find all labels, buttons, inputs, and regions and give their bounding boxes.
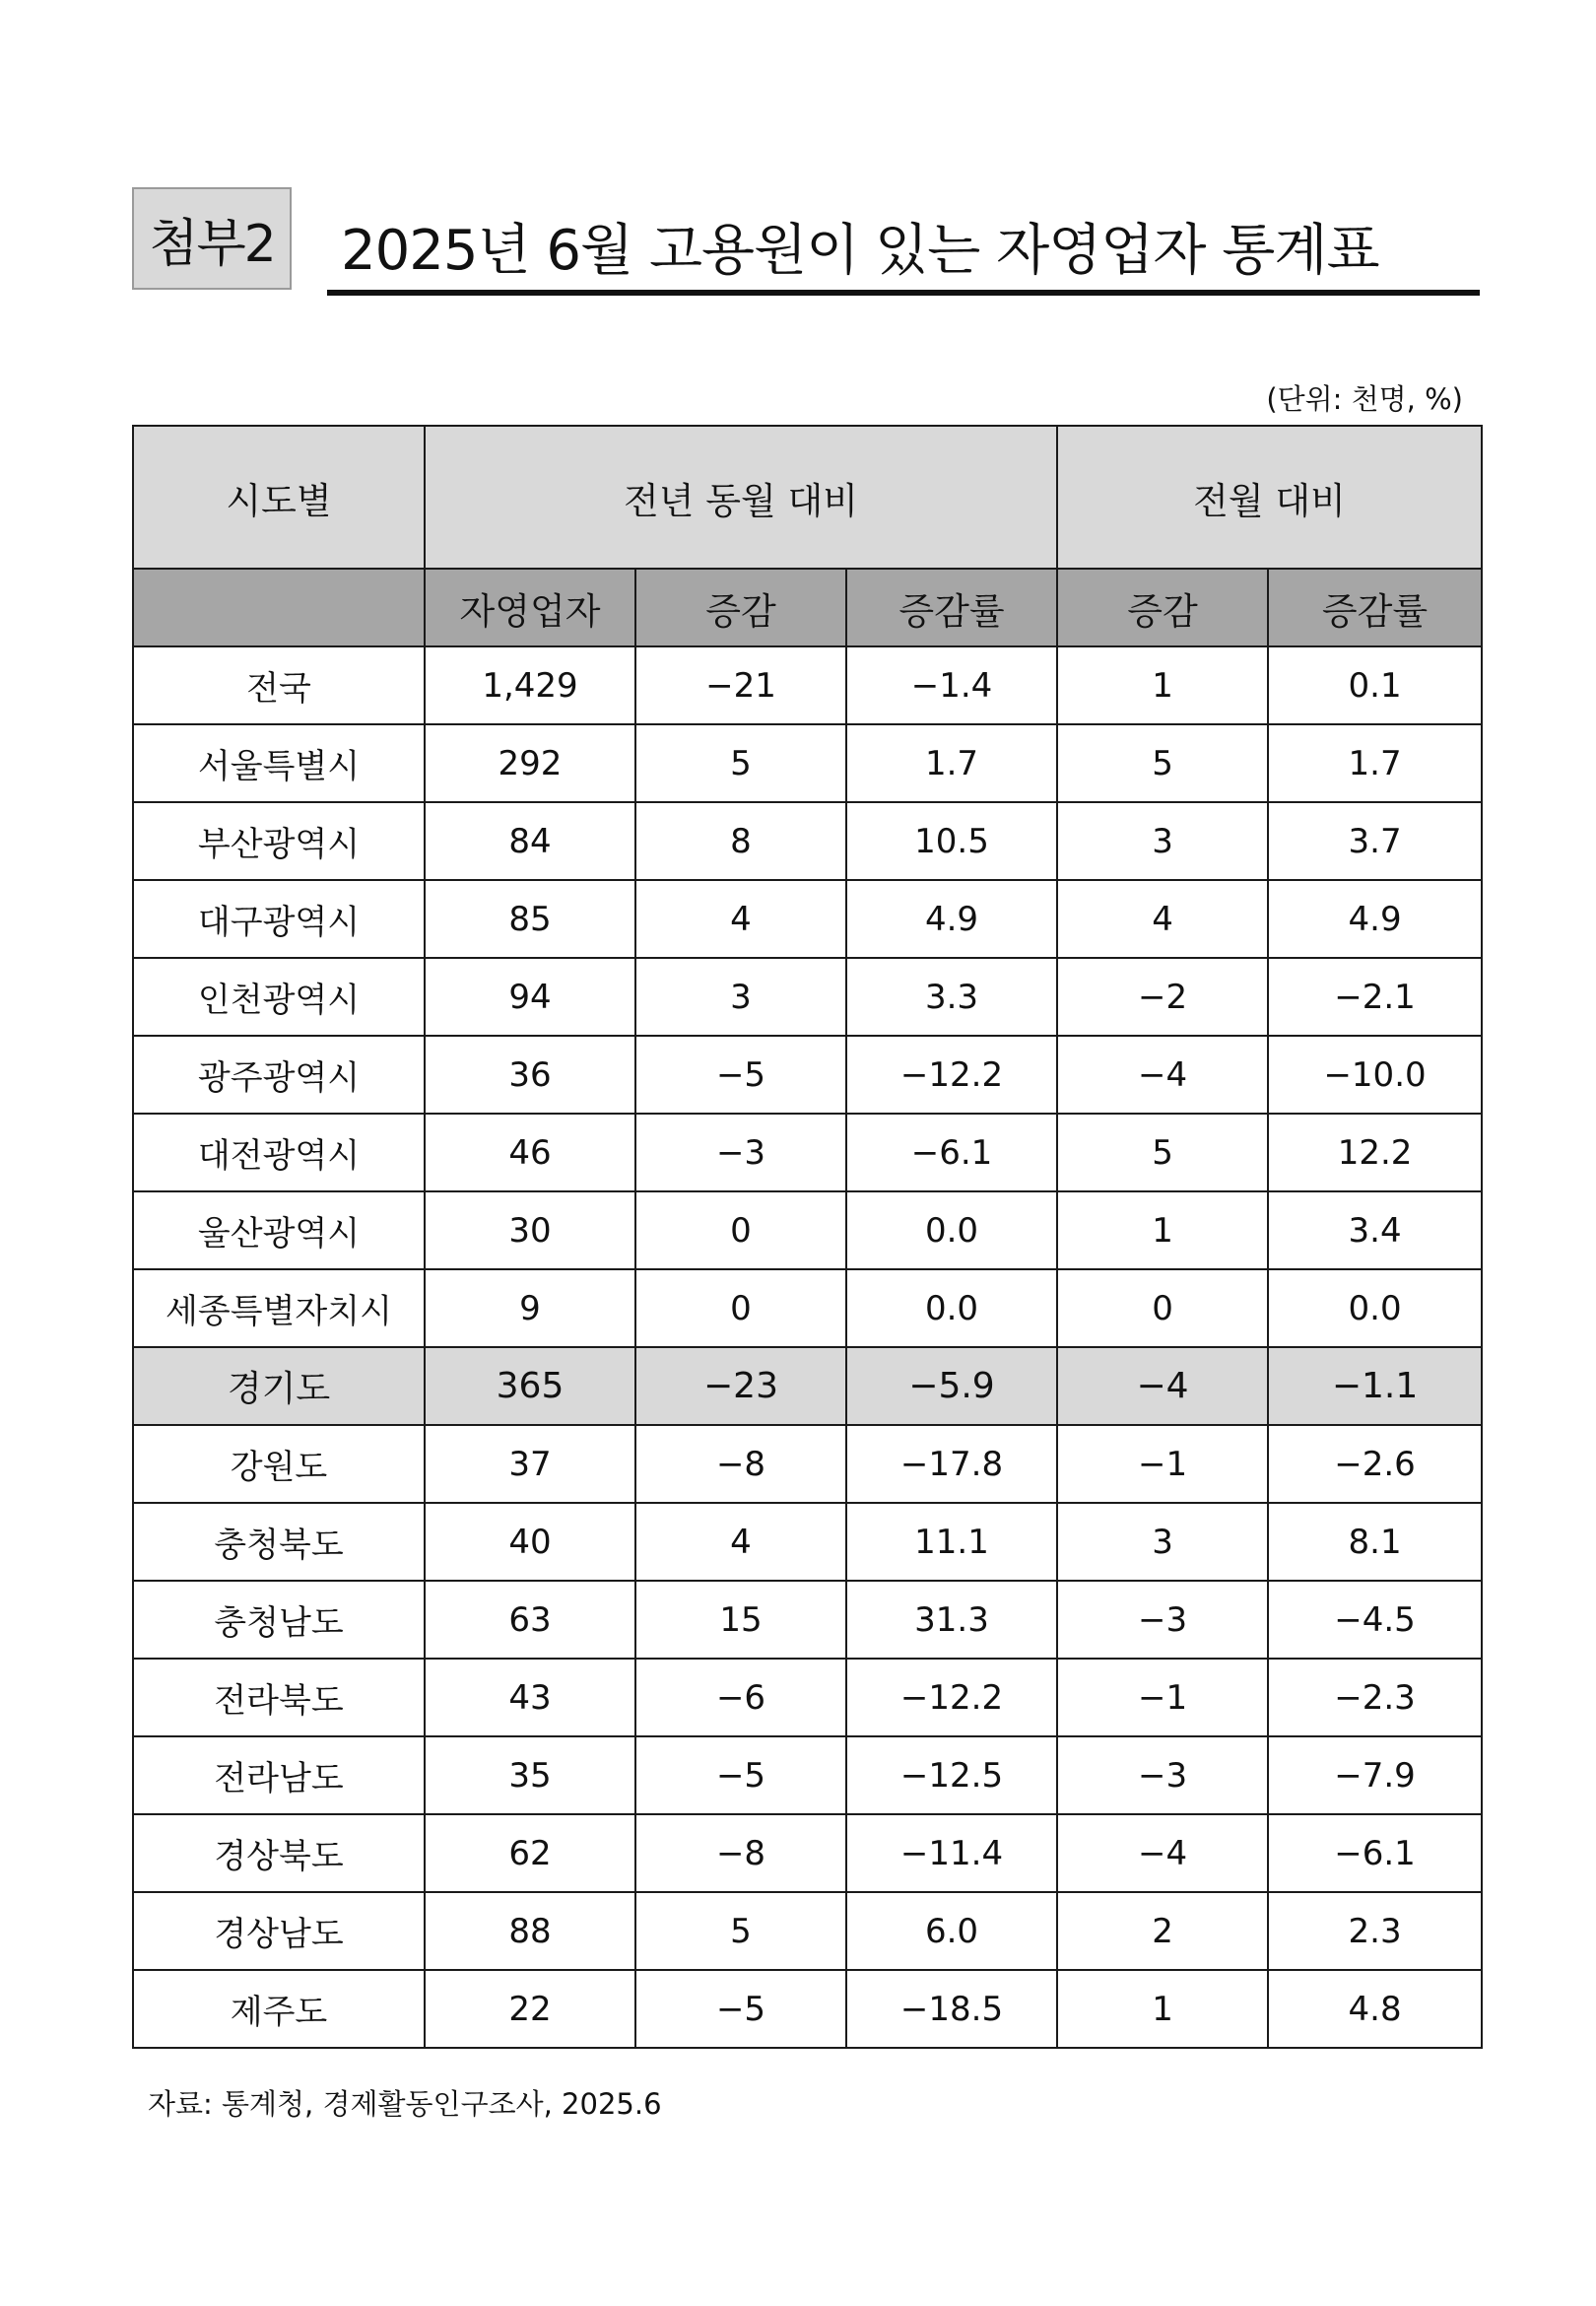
region-cell: 전라남도	[133, 1736, 425, 1814]
yoy-rate-cell: −12.2	[846, 1659, 1057, 1736]
mom-rate-cell: 8.1	[1268, 1503, 1482, 1581]
mom-change-cell: −4	[1057, 1036, 1268, 1114]
statistics-table	[132, 425, 1483, 2049]
yoy-rate-cell: 31.3	[846, 1581, 1057, 1659]
yoy-change-cell: −21	[635, 646, 846, 724]
mom-rate-cell: 0.1	[1268, 646, 1482, 724]
region-cell: 강원도	[133, 1425, 425, 1503]
count-cell: 9	[425, 1269, 635, 1347]
table-row	[133, 958, 1482, 1036]
table-row	[133, 1114, 1482, 1191]
count-cell: 63	[425, 1581, 635, 1659]
mom-group-header: 전월 대비	[1057, 426, 1482, 569]
yoy-rate-cell: −1.4	[846, 646, 1057, 724]
yoy-change-cell: −5	[635, 1036, 846, 1114]
table-row	[133, 1736, 1482, 1814]
mom-rate-cell: 1.7	[1268, 724, 1482, 802]
table-row	[133, 1503, 1482, 1581]
count-cell: 43	[425, 1659, 635, 1736]
title-underline	[327, 290, 1480, 296]
table-row	[133, 646, 1482, 724]
page-title: 2025년 6월 고용원이 있는 자영업자 통계표	[341, 219, 1379, 283]
yoy-rate-cell: −17.8	[846, 1425, 1057, 1503]
table-body	[133, 646, 1482, 2048]
group-header-row	[133, 426, 1482, 569]
mom-change-cell: 3	[1057, 1503, 1268, 1581]
yoy-change-cell: −5	[635, 1736, 846, 1814]
region-cell: 대구광역시	[133, 880, 425, 958]
region-cell: 경상북도	[133, 1814, 425, 1892]
title-block	[132, 187, 1480, 298]
yoy-change-cell: 15	[635, 1581, 846, 1659]
yoy-rate-cell: 6.0	[846, 1892, 1057, 1970]
mom-rate-cell: 3.4	[1268, 1191, 1482, 1269]
mom-rate-cell: 4.9	[1268, 880, 1482, 958]
unit-note: (단위: 천명, %)	[1266, 382, 1463, 416]
sub-header-blank	[133, 569, 425, 646]
region-cell: 부산광역시	[133, 802, 425, 880]
yoy-change-cell: 8	[635, 802, 846, 880]
count-cell: 30	[425, 1191, 635, 1269]
mom-change-cell: −3	[1057, 1736, 1268, 1814]
count-cell: 37	[425, 1425, 635, 1503]
count-cell: 62	[425, 1814, 635, 1892]
count-cell: 292	[425, 724, 635, 802]
region-cell: 경상남도	[133, 1892, 425, 1970]
region-header: 시도별	[133, 426, 425, 569]
mom-change-cell: 0	[1057, 1269, 1268, 1347]
table-row	[133, 1425, 1482, 1503]
yoy-rate-cell: −6.1	[846, 1114, 1057, 1191]
region-cell: 경기도	[133, 1347, 425, 1425]
count-cell: 94	[425, 958, 635, 1036]
table-row	[133, 802, 1482, 880]
mom-rate-cell: −7.9	[1268, 1736, 1482, 1814]
yoy-change-cell: 0	[635, 1191, 846, 1269]
mom-rate-cell: −2.6	[1268, 1425, 1482, 1503]
count-cell: 40	[425, 1503, 635, 1581]
yoy-rate-cell: −12.5	[846, 1736, 1057, 1814]
mom-rate-cell: −2.3	[1268, 1659, 1482, 1736]
table-row	[133, 1814, 1482, 1892]
yoy-change-cell: 0	[635, 1269, 846, 1347]
mom-change-cell: 5	[1057, 724, 1268, 802]
region-cell: 제주도	[133, 1970, 425, 2048]
mom-rate-cell: 12.2	[1268, 1114, 1482, 1191]
region-cell: 전라북도	[133, 1659, 425, 1736]
yoy-change-cell: −8	[635, 1814, 846, 1892]
yoy-change-cell: −8	[635, 1425, 846, 1503]
mom-change-cell: 4	[1057, 880, 1268, 958]
mom-change-cell: 3	[1057, 802, 1268, 880]
mom-rate-cell: 0.0	[1268, 1269, 1482, 1347]
yoy-rate-cell: −18.5	[846, 1970, 1057, 2048]
region-cell: 서울특별시	[133, 724, 425, 802]
sub-header-mom-change: 증감	[1057, 569, 1268, 646]
sub-header-yoy-rate: 증감률	[846, 569, 1057, 646]
count-cell: 46	[425, 1114, 635, 1191]
mom-change-cell: −1	[1057, 1659, 1268, 1736]
region-cell: 충청남도	[133, 1581, 425, 1659]
yoy-rate-cell: 11.1	[846, 1503, 1057, 1581]
count-cell: 84	[425, 802, 635, 880]
yoy-change-cell: −23	[635, 1347, 846, 1425]
yoy-change-cell: 5	[635, 724, 846, 802]
yoy-change-cell: 3	[635, 958, 846, 1036]
region-cell: 광주광역시	[133, 1036, 425, 1114]
yoy-rate-cell: 3.3	[846, 958, 1057, 1036]
count-cell: 1,429	[425, 646, 635, 724]
table-row	[133, 1892, 1482, 1970]
source-note: 자료: 통계청, 경제활동인구조사, 2025.6	[148, 2087, 662, 2121]
yoy-rate-cell: 0.0	[846, 1269, 1057, 1347]
yoy-rate-cell: −11.4	[846, 1814, 1057, 1892]
table-row	[133, 880, 1482, 958]
count-cell: 88	[425, 1892, 635, 1970]
mom-change-cell: 1	[1057, 1970, 1268, 2048]
mom-rate-cell: 2.3	[1268, 1892, 1482, 1970]
mom-rate-cell: −4.5	[1268, 1581, 1482, 1659]
yoy-change-cell: 5	[635, 1892, 846, 1970]
sub-header-mom-rate: 증감률	[1268, 569, 1482, 646]
mom-rate-cell: 3.7	[1268, 802, 1482, 880]
count-cell: 36	[425, 1036, 635, 1114]
count-cell: 85	[425, 880, 635, 958]
mom-rate-cell: −6.1	[1268, 1814, 1482, 1892]
mom-rate-cell: −1.1	[1268, 1347, 1482, 1425]
mom-rate-cell: 4.8	[1268, 1970, 1482, 2048]
mom-change-cell: −1	[1057, 1425, 1268, 1503]
count-cell: 35	[425, 1736, 635, 1814]
region-cell: 세종특별자치시	[133, 1269, 425, 1347]
sub-header-count: 자영업자	[425, 569, 635, 646]
table-row	[133, 1347, 1482, 1425]
mom-rate-cell: −2.1	[1268, 958, 1482, 1036]
region-cell: 대전광역시	[133, 1114, 425, 1191]
mom-change-cell: 2	[1057, 1892, 1268, 1970]
attachment-badge: 첨부2	[132, 187, 292, 290]
sub-header-row	[133, 569, 1482, 646]
mom-change-cell: −4	[1057, 1814, 1268, 1892]
mom-change-cell: 5	[1057, 1114, 1268, 1191]
mom-change-cell: −4	[1057, 1347, 1268, 1425]
yoy-rate-cell: −12.2	[846, 1036, 1057, 1114]
mom-rate-cell: −10.0	[1268, 1036, 1482, 1114]
table-row	[133, 1581, 1482, 1659]
yoy-rate-cell: 1.7	[846, 724, 1057, 802]
yoy-change-cell: −5	[635, 1970, 846, 2048]
mom-change-cell: −2	[1057, 958, 1268, 1036]
yoy-change-cell: −6	[635, 1659, 846, 1736]
table-row	[133, 1970, 1482, 2048]
sub-header-yoy-change: 증감	[635, 569, 846, 646]
yoy-rate-cell: 0.0	[846, 1191, 1057, 1269]
region-cell: 인천광역시	[133, 958, 425, 1036]
region-cell: 전국	[133, 646, 425, 724]
table-row	[133, 1191, 1482, 1269]
count-cell: 365	[425, 1347, 635, 1425]
yoy-change-cell: 4	[635, 880, 846, 958]
table-row	[133, 1269, 1482, 1347]
region-cell: 울산광역시	[133, 1191, 425, 1269]
table-row	[133, 1036, 1482, 1114]
table-row	[133, 1659, 1482, 1736]
yoy-rate-cell: −5.9	[846, 1347, 1057, 1425]
count-cell: 22	[425, 1970, 635, 2048]
yoy-rate-cell: 10.5	[846, 802, 1057, 880]
yoy-change-cell: −3	[635, 1114, 846, 1191]
yoy-rate-cell: 4.9	[846, 880, 1057, 958]
mom-change-cell: 1	[1057, 1191, 1268, 1269]
region-cell: 충청북도	[133, 1503, 425, 1581]
yoy-change-cell: 4	[635, 1503, 846, 1581]
mom-change-cell: 1	[1057, 646, 1268, 724]
yoy-group-header: 전년 동월 대비	[425, 426, 1057, 569]
table-row	[133, 724, 1482, 802]
mom-change-cell: −3	[1057, 1581, 1268, 1659]
